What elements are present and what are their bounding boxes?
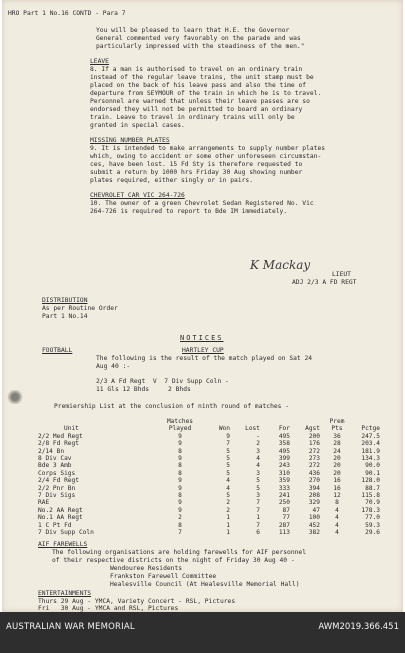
cell-won: 5	[226, 469, 230, 477]
cell-unit: 8 Div Cav	[38, 455, 72, 463]
premiership-intro: Premiership List at the conclusion of ninth round of matches -	[54, 403, 290, 410]
football-intro: The following is the result of the match played on Sat 24	[96, 355, 313, 362]
cell-pts: 4	[335, 521, 339, 529]
cell-lost: 7	[256, 499, 260, 507]
document-header: HRO Part 1 No.16 CONTD - Para 7	[8, 10, 126, 17]
header-unit: Unit	[64, 425, 79, 433]
cell-for: 359	[278, 477, 290, 485]
cell-lost: 5	[256, 477, 260, 485]
cell-pctge: 134.3	[361, 455, 380, 463]
aif-item: Healesville Council (At Healesville Memorial Hall)	[110, 581, 300, 588]
cell-played: 9	[178, 499, 182, 507]
cell-agst: 272	[308, 462, 320, 470]
cell-pctge: 88.7	[365, 484, 380, 492]
header-played: Matches Played	[166, 418, 194, 433]
header-for: For	[278, 425, 290, 433]
header-agst: Agst	[305, 425, 320, 433]
cell-pctge: 203.4	[361, 440, 380, 448]
cell-pctge: 59.3	[365, 521, 380, 529]
hartley-cup-heading: HARTLEY CUP	[182, 347, 224, 354]
cell-pctge: 70.9	[365, 499, 380, 507]
cell-pctge: 90.1	[365, 469, 380, 477]
cell-unit: No.1 AA Regt	[38, 514, 83, 522]
car-line: 10. The owner of a green Chevrolet Sedan Registered No. Vic	[90, 200, 314, 207]
cell-for: 358	[278, 440, 290, 448]
cell-played: 9	[178, 506, 182, 514]
cell-lost: 2	[256, 440, 260, 448]
table-row	[36, 470, 382, 477]
cell-lost: 4	[256, 455, 260, 463]
header-lost: Lost	[245, 425, 260, 433]
leave-line: endorsed they will not be permitted to board an ordinary	[90, 106, 303, 113]
table-row	[36, 485, 382, 492]
header-pctge: Pctge	[361, 425, 380, 433]
cell-pctge: 247.5	[361, 432, 380, 440]
cell-lost: 3	[256, 447, 260, 455]
football-intro: Aug 40 :-	[96, 363, 131, 370]
para7-line: particularly impressed with the steadiness of the men."	[96, 43, 305, 50]
para7-line: General commented very favorably on the parade and was	[96, 35, 301, 42]
leave-line: instead of the regular leave trains, the unit stamp must be	[90, 74, 314, 81]
handwritten-signature: K Mackay	[250, 258, 311, 272]
cell-agst: 382	[308, 529, 320, 537]
table-row	[36, 440, 382, 447]
cell-agst: 47	[312, 506, 320, 514]
cell-won: 5	[226, 447, 230, 455]
table-row	[36, 477, 382, 484]
cell-for: 333	[278, 484, 290, 492]
cell-agst: 272	[308, 447, 320, 455]
cell-played: 7	[178, 529, 182, 537]
aif-farewells-heading: AIF FAREWELLS	[38, 541, 88, 548]
cell-pts: 20	[333, 462, 341, 470]
cell-unit: RAE	[38, 499, 50, 507]
cell-for: 399	[278, 455, 290, 463]
cell-agst: 436	[308, 469, 320, 477]
cell-played: 2	[178, 514, 182, 522]
signature-appointment: ADJ 2/3 A FD REGT	[292, 279, 357, 286]
notices-heading: NOTICES	[180, 334, 224, 342]
cell-won: 7	[226, 440, 230, 448]
table-row	[36, 448, 382, 455]
cell-lost: 1	[256, 514, 260, 522]
cell-pctge: 181.9	[361, 447, 380, 455]
table-row	[36, 514, 382, 521]
cell-for: 250	[278, 499, 290, 507]
cell-unit: Corps Sigs	[38, 469, 76, 477]
cell-played: 9	[178, 432, 182, 440]
cell-played: 8	[178, 492, 182, 500]
aif-line: of their respective districts on the night of Friday 30 Aug 40 -	[52, 557, 295, 564]
cell-won: 4	[226, 477, 230, 485]
cell-played: 9	[178, 477, 182, 485]
document-page	[2, 0, 403, 612]
cell-pts: 4	[335, 506, 339, 514]
cell-for: 77	[282, 514, 290, 522]
cell-agst: 452	[308, 521, 320, 529]
signature-rank: LIEUT	[332, 271, 351, 278]
cell-won: 4	[226, 484, 230, 492]
cell-unit: 7 Div Sigs	[38, 492, 76, 500]
car-heading: CHEVROLET CAR VIC 264-726	[90, 192, 185, 199]
table-row	[36, 499, 382, 506]
table-row	[36, 507, 382, 514]
leave-heading: LEAVE	[90, 58, 109, 65]
cell-unit: 7 Div Supp Coln	[38, 529, 94, 537]
cell-pts: 4	[335, 529, 339, 537]
cell-for: 495	[278, 432, 290, 440]
cell-played: 9	[178, 440, 182, 448]
cell-agst: 273	[308, 455, 320, 463]
leave-line: granted in special cases.	[90, 122, 185, 129]
cell-agst: 329	[308, 499, 320, 507]
leave-line: Personnel are warned that unless their leave passes are so	[90, 98, 310, 105]
cell-pts: 36	[333, 432, 341, 440]
cell-pts: 24	[333, 447, 341, 455]
plates-line: plates required, either singly or in pairs.	[90, 177, 254, 184]
cell-played: 9	[178, 484, 182, 492]
table-header-row	[36, 418, 382, 433]
cell-lost: 6	[256, 529, 260, 537]
cell-pts: 20	[333, 469, 341, 477]
cell-unit: 2/4 Fd Regt	[38, 477, 79, 485]
cell-agst: 208	[308, 492, 320, 500]
cell-for: 241	[278, 492, 290, 500]
cell-for: 495	[278, 447, 290, 455]
cell-lost: 7	[256, 506, 260, 514]
cell-pctge: 128.0	[361, 477, 380, 485]
cell-agst: 200	[308, 432, 320, 440]
cell-for: 87	[282, 506, 290, 514]
cell-lost: 5	[256, 484, 260, 492]
table-row	[36, 433, 382, 440]
cell-played: 8	[178, 469, 182, 477]
leave-line: placed on the back of his leave pass and also the time of	[90, 82, 307, 89]
entertainment-line: Fri 30 Aug - YMCA and RSL, Pictures	[38, 605, 179, 612]
plates-heading: MISSING NUMBER PLATES	[90, 137, 170, 144]
archive-caption-bar	[0, 612, 405, 653]
aif-item: Wendouree Residents	[110, 565, 183, 572]
table-row	[36, 492, 382, 499]
cell-pts: 16	[333, 484, 341, 492]
plates-line: submit a return by 1000 hrs Friday 30 Aug showing number	[90, 169, 303, 176]
cell-lost: 3	[256, 492, 260, 500]
cell-pts: 20	[333, 455, 341, 463]
leave-line: train. Leave to travel in ordinary trains will only be	[90, 114, 295, 121]
cell-unit: 2/8 Fd Regt	[38, 440, 79, 448]
cell-won: 2	[226, 506, 230, 514]
cell-pctge: 90.0	[365, 462, 380, 470]
cell-agst: 176	[308, 440, 320, 448]
cell-lost: 3	[256, 469, 260, 477]
premiership-table	[36, 418, 382, 537]
cell-pts: 12	[333, 492, 341, 500]
archive-name: AUSTRALIAN WAR MEMORIAL	[6, 622, 135, 632]
cell-pts: 28	[333, 440, 341, 448]
cell-pts: 4	[335, 514, 339, 522]
entertainment-line: Thurs 29 Aug - YMCA, Variety Concert - RSL, Pictures	[38, 598, 236, 605]
table-row	[36, 455, 382, 462]
car-line: 264-726 is required to report to Bde IM immediately.	[90, 208, 288, 215]
table-row	[36, 529, 382, 536]
aif-line: The following organisations are holding farewells for AIF personnel	[52, 549, 307, 556]
premiership-rows	[36, 433, 382, 537]
cell-pctge: 77.0	[365, 514, 380, 522]
leave-line: departure from SEYMOUR of the train in which he is to travel.	[90, 90, 322, 97]
cell-agst: 394	[308, 484, 320, 492]
cell-agst: 270	[308, 477, 320, 485]
table-row	[36, 522, 382, 529]
cell-won: 5	[226, 492, 230, 500]
cell-unit: 2/2 Pnr Bn	[38, 484, 76, 492]
distribution-line: As per Routine Order	[42, 305, 118, 312]
cell-agst: 100	[308, 514, 320, 522]
cell-won: 5	[226, 462, 230, 470]
archive-reference: AWM2019.366.451	[318, 622, 399, 632]
leave-line: 8. If a man is authorised to travel on an ordinary train	[90, 66, 303, 73]
para7-line: You will be pleased to learn that H.E. the Governor	[96, 27, 290, 34]
ink-blot	[6, 390, 24, 404]
cell-won: 1	[226, 521, 230, 529]
cell-pctge: 115.8	[361, 492, 380, 500]
match-score: 11 Gls 12 Bhds 2 Bhds	[96, 386, 191, 393]
aif-item: Frankston Farewell Committee	[110, 573, 217, 580]
plates-line: 9. It is intended to make arrangements to supply number plates	[90, 145, 326, 152]
cell-for: 113	[278, 529, 290, 537]
football-heading: FOOTBALL	[42, 347, 73, 354]
cell-played: 9	[178, 455, 182, 463]
cell-played: 8	[178, 462, 182, 470]
plates-line: ces, have been lost. 15 Fd Sty is therefore requested to	[90, 161, 303, 168]
cell-for: 287	[278, 521, 290, 529]
distribution-heading: DISTRIBUTION	[42, 297, 88, 304]
cell-unit: 1 C Pt Fd	[38, 521, 72, 529]
cell-won: 1	[226, 529, 230, 537]
cell-unit: 2/14 Bn	[38, 447, 65, 455]
cell-pts: 16	[333, 477, 341, 485]
entertainments-heading: ENTERTAINMENTS	[38, 590, 92, 597]
cell-pctge: 178.3	[361, 506, 380, 514]
cell-won: 9	[226, 432, 230, 440]
cell-unit: 2/2 Med Regt	[38, 432, 83, 440]
header-won: Won	[218, 425, 230, 433]
table-row	[36, 462, 382, 469]
cell-lost: 4	[256, 462, 260, 470]
cell-lost: -	[256, 432, 260, 440]
cell-for: 243	[278, 462, 290, 470]
plates-line: which, owing to accident or some other unforeseen circumstan-	[90, 153, 322, 160]
cell-played: 8	[178, 447, 182, 455]
cell-pctge: 29.6	[365, 529, 380, 537]
cell-won: 5	[226, 455, 230, 463]
match-result: 2/3 A Fd Regt V 7 Div Supp Coln -	[96, 378, 229, 385]
header-pts: Prem Pts	[329, 418, 345, 433]
cell-unit: No.2 AA Regt	[38, 506, 83, 514]
cell-played: 8	[178, 521, 182, 529]
cell-for: 310	[278, 469, 290, 477]
cell-unit: Bde 3 Amb	[38, 462, 72, 470]
cell-won: 2	[226, 499, 230, 507]
distribution-line: Part 1 No.14	[42, 313, 88, 320]
cell-pts: 8	[335, 499, 339, 507]
cell-won: 1	[226, 514, 230, 522]
cell-lost: 7	[256, 521, 260, 529]
